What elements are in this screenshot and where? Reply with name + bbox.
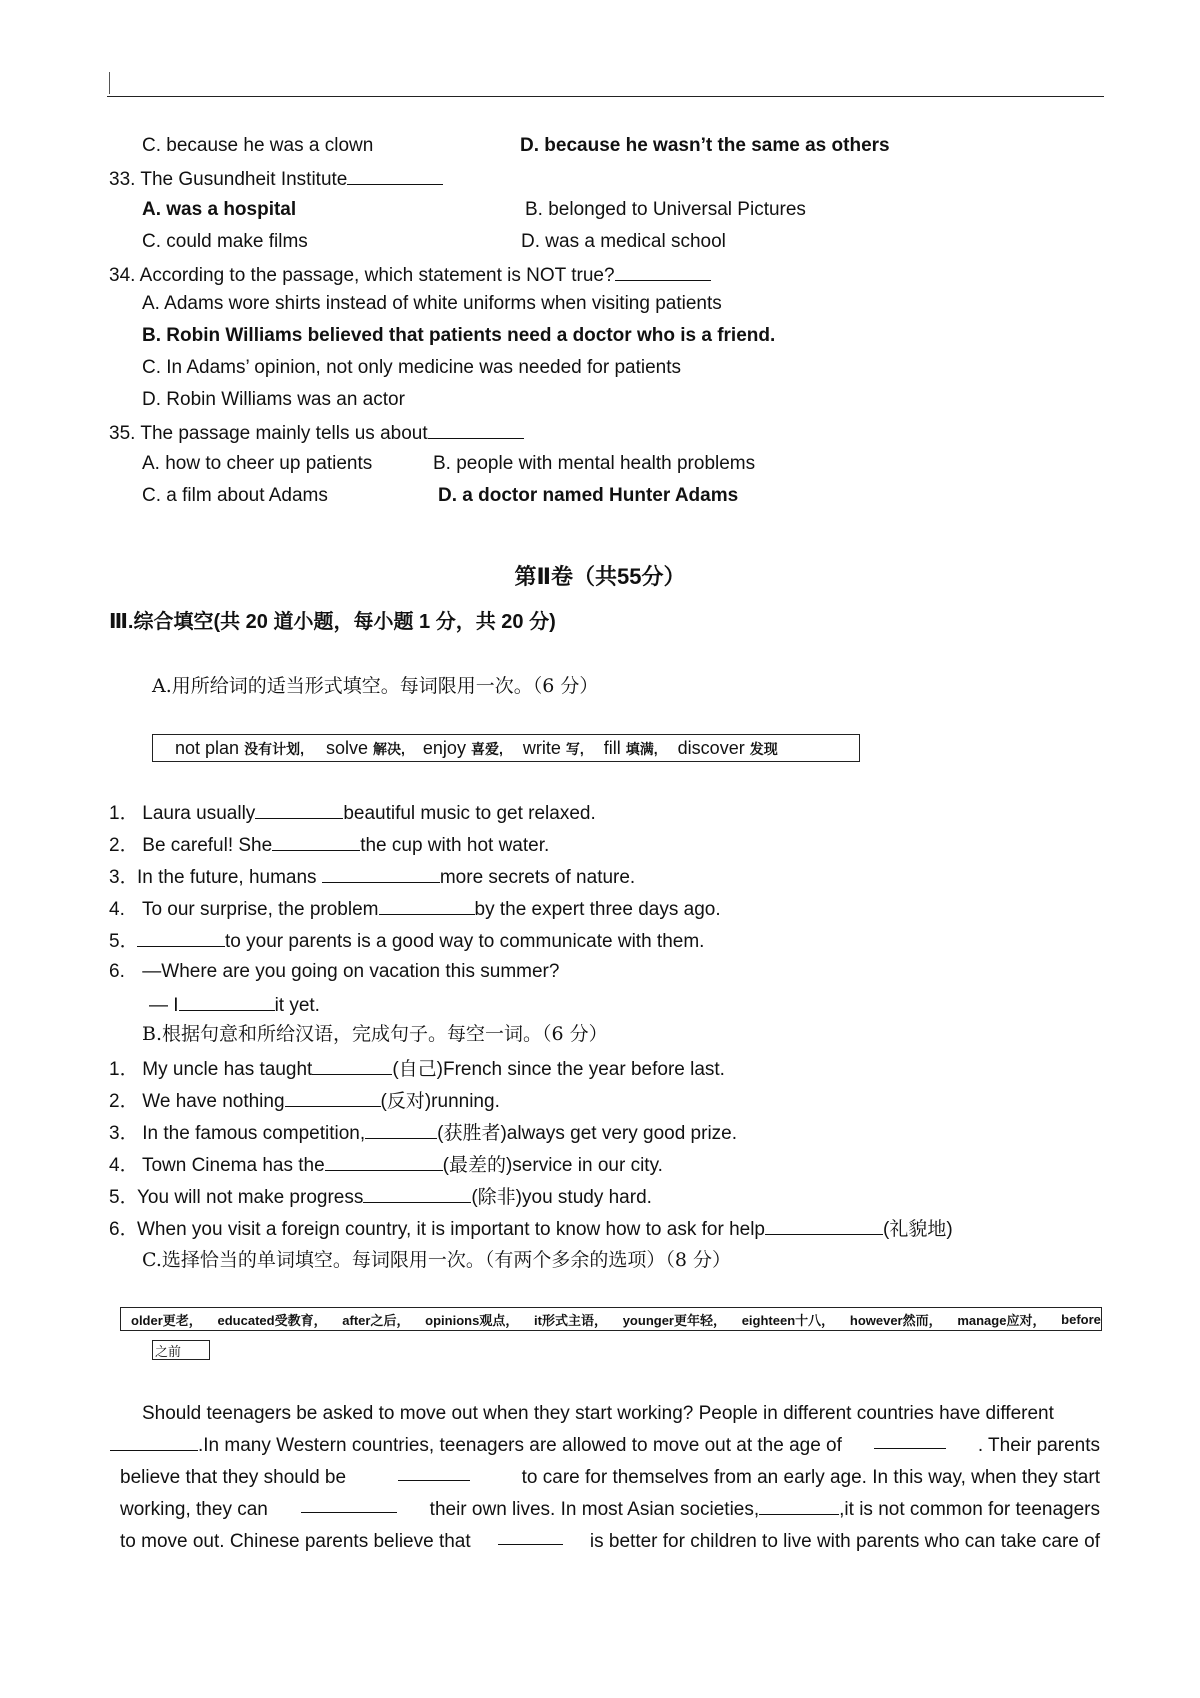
q34-option-c: C. In Adams’ opinion, not only medicine was needed for patients [142, 357, 682, 378]
q35-stem [109, 420, 524, 446]
q35-option-a: A. how to cheer up patients [142, 453, 373, 474]
word-item: fill 填满, [603, 737, 658, 758]
q33-stem [109, 166, 443, 192]
partB-item-6: 6．When you visit a foreign country, it is important to know how to ask for help (礼貌地) [109, 1216, 953, 1242]
partA-item-2: 2． Be careful! She the cup with hot water. [109, 832, 549, 858]
q35-option-d: D. a doctor named Hunter Adams [438, 485, 739, 506]
partC-instruction: C.选择恰当的单词填空。每词限用一次。（有两个多余的选项）（8 分） [142, 1249, 732, 1271]
answer-blank[interactable] [255, 800, 343, 819]
header-rule [107, 96, 1104, 97]
answer-blank[interactable] [398, 1462, 470, 1481]
answer-blank[interactable] [322, 864, 440, 883]
partA-item-3: 3．In the future, humans more secrets of nature. [109, 864, 635, 890]
q34-stem [109, 262, 711, 288]
answer-blank[interactable] [301, 1494, 397, 1513]
partB-instruction: B.根据句意和所给汉语，完成句子。每空一词。（6 分） [142, 1023, 608, 1045]
answer-blank[interactable] [363, 1184, 471, 1203]
answer-blank[interactable] [285, 1088, 381, 1107]
partC-word-overflow-box [152, 1340, 210, 1360]
word-item: manage应对， [957, 1312, 1046, 1328]
partA-item-4: 4. To our surprise, the problem by the expert three days ago. [109, 896, 721, 922]
word-item: before [1061, 1311, 1101, 1327]
partC-passage [120, 1398, 1100, 1558]
header-corner-mark [109, 72, 110, 94]
part2-title: 第Ⅱ卷（共55分） [514, 564, 686, 589]
q34-option-d: D. Robin Williams was an actor [142, 389, 405, 410]
partC-word-box [120, 1307, 1102, 1331]
answer-blank[interactable] [379, 896, 475, 915]
word-item: not plan 没有计划, [175, 737, 304, 758]
answer-blank[interactable] [272, 832, 360, 851]
partA-item-5: 5． to your parents is a good way to communicate with them. [109, 928, 704, 954]
partA-item-6-reply: — I it yet. [149, 992, 320, 1018]
q35-stem-text: 35. The passage mainly tells us about [109, 423, 428, 444]
answer-blank[interactable] [365, 1120, 437, 1139]
passage-line: believe that they should be to care for themselves from an early age. In this way, when they start [120, 1462, 1100, 1494]
partB-item-4: 4． Town Cinema has the (最差的)service in our city. [109, 1152, 663, 1178]
answer-blank[interactable] [428, 420, 524, 439]
answer-blank[interactable] [347, 166, 443, 185]
word-item: discover 发现 [677, 737, 778, 758]
passage-line: to move out. Chinese parents believe that is better for children to live with parents who can take care of [120, 1526, 1100, 1558]
answer-blank[interactable] [874, 1430, 946, 1449]
q34-option-a: A. Adams wore shirts instead of white uniforms when visiting patients [142, 293, 722, 314]
partA-item-1: 1． Laura usually beautiful music to get relaxed. [109, 800, 596, 826]
partB-item-5: 5．You will not make progress (除非)you study hard. [109, 1184, 652, 1210]
word-item: eighteen十八， [741, 1312, 835, 1328]
word-item: younger更年轻， [622, 1312, 726, 1328]
q33-option-a: A. was a hospital [142, 199, 297, 220]
partA-instruction: A.用所给词的适当形式填空。每词限用一次。（6 分） [152, 675, 599, 697]
passage-line: Should teenagers be asked to move out when they start working? People in different countries have different [142, 1403, 1054, 1424]
partB-item-1: 1． My uncle has taught (自己)French since the year before last. [109, 1056, 725, 1082]
q33-option-c: C. could make films [142, 231, 308, 252]
word-item: however然而， [849, 1312, 942, 1328]
word-item: educated受教育， [217, 1312, 327, 1328]
answer-blank[interactable] [615, 262, 711, 281]
word-item: opinions观点， [425, 1312, 519, 1328]
q32-option-c: C. because he was a clown [142, 135, 374, 156]
q35-option-c: C. a film about Adams [142, 485, 328, 506]
answer-blank[interactable] [312, 1056, 392, 1075]
word-item: it形式主语， [534, 1312, 607, 1328]
q33-option-b: B. belonged to Universal Pictures [525, 199, 806, 220]
q34-option-b: B. Robin Williams believed that patients need a doctor who is a friend. [142, 325, 776, 346]
answer-blank[interactable] [765, 1216, 883, 1235]
word-item: 之前 [155, 1343, 182, 1359]
section3-title: Ⅲ.综合填空(共 20 道小题，每小题 1 分，共 20 分) [109, 611, 556, 633]
partA-word-box [152, 734, 860, 762]
word-item: solve 解决, [325, 737, 405, 758]
q33-option-d: D. was a medical school [521, 231, 726, 252]
q32-option-d: D. because he wasn’t the same as others [520, 135, 890, 156]
q33-stem-text: 33. The Gusundheit Institute [109, 169, 348, 190]
answer-blank[interactable] [759, 1496, 839, 1515]
partB-item-2: 2． We have nothing (反对)running. [109, 1088, 500, 1114]
word-item: older更老， [131, 1312, 202, 1328]
answer-blank[interactable] [498, 1526, 563, 1545]
answer-blank[interactable] [179, 992, 275, 1011]
word-item: write 写, [522, 737, 584, 758]
partB-item-3: 3． In the famous competition, (获胜者)always get very good prize. [109, 1120, 737, 1146]
passage-line: working, they can their own lives. In most Asian societies, ,it is not common for teenagers [120, 1494, 1100, 1526]
word-item: enjoy 喜爱, [422, 737, 503, 758]
word-item: after之后， [342, 1312, 410, 1328]
partA-item-6: 6. —Where are you going on vacation this summer? [109, 961, 560, 982]
q35-option-b: B. people with mental health problems [433, 453, 756, 474]
passage-line: .In many Western countries, teenagers are allowed to move out at the age of . Their parents [110, 1430, 1100, 1462]
q34-stem-text: 34. According to the passage, which statement is NOT true? [109, 265, 615, 286]
answer-blank[interactable] [110, 1432, 198, 1451]
answer-blank[interactable] [325, 1152, 443, 1171]
answer-blank[interactable] [137, 928, 225, 947]
